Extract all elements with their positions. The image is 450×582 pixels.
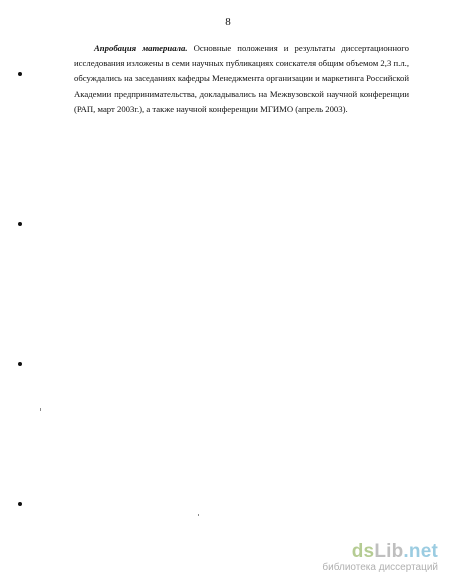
watermark-logo-ds: ds xyxy=(351,541,375,562)
dslib-watermark xyxy=(322,542,438,574)
binding-hole-mark xyxy=(18,502,22,506)
watermark-logo-lib: Lib xyxy=(374,541,404,562)
page-number: 8 xyxy=(225,16,231,28)
paragraph-lead: Апробация материала. xyxy=(94,43,188,53)
watermark-logo-net: .net xyxy=(403,541,438,562)
approbation-paragraph xyxy=(74,41,409,117)
paragraph-text: Основные положения и результаты диссертационного исследования изложены в семи научных публикациях соискателя общим объемом 2,3 п.л., обсуждались на заседаниях кафедры Менеджмента организации и маркетинга Российской Академии предпринимательства, докладывались на Межвузовской научной конференции (РАП, март 2003г.), а также научной конференции МГИМО (апрель 2003). xyxy=(74,43,410,114)
binding-hole-mark xyxy=(18,222,22,226)
binding-hole-mark xyxy=(18,362,22,366)
watermark-subtitle: библиотека диссертаций xyxy=(322,562,438,573)
binding-hole-mark xyxy=(18,72,22,76)
scan-speck xyxy=(198,514,199,516)
watermark-logo xyxy=(322,542,438,562)
scan-speck xyxy=(40,408,41,411)
